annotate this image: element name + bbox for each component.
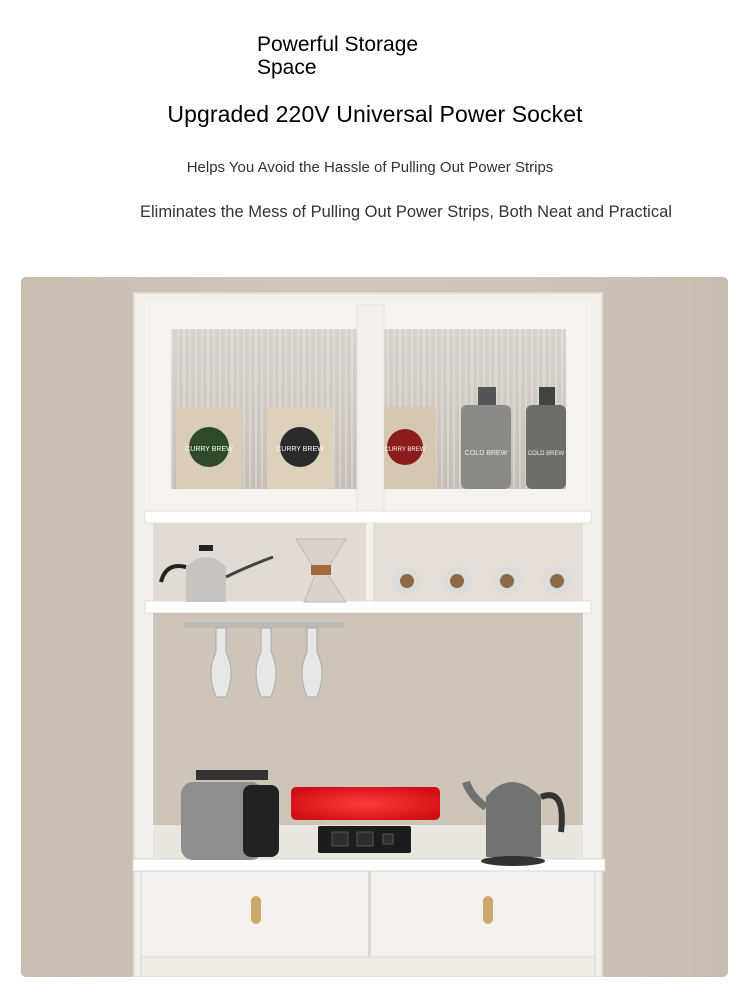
drawer-handle-right	[483, 896, 493, 924]
product-photo	[21, 277, 728, 977]
power-socket	[318, 826, 411, 853]
bottle-label: COLD BREW	[527, 451, 565, 457]
bottle-label: COLD BREW	[464, 450, 508, 457]
headline-line-1: Powerful Storage	[257, 33, 419, 56]
headline-line-2: Space	[257, 56, 317, 79]
cabinet	[133, 293, 605, 977]
description: Eliminates the Mess of Pulling Out Power Strips, Both Neat and Practical	[140, 203, 672, 221]
drawer-handle-left	[251, 896, 261, 924]
socket-indicator-glow	[291, 787, 440, 820]
tagline: Helps You Avoid the Hassle of Pulling Out Power Strips	[186, 159, 554, 176]
jar-label: CURRY BREW	[384, 447, 426, 453]
coffee-jars	[176, 407, 436, 489]
headline	[257, 33, 457, 79]
jar-label: CURRY BREW	[276, 446, 324, 453]
subheading: Upgraded 220V Universal Power Socket	[167, 101, 583, 127]
jar-label: CURRY BREW	[185, 446, 233, 453]
